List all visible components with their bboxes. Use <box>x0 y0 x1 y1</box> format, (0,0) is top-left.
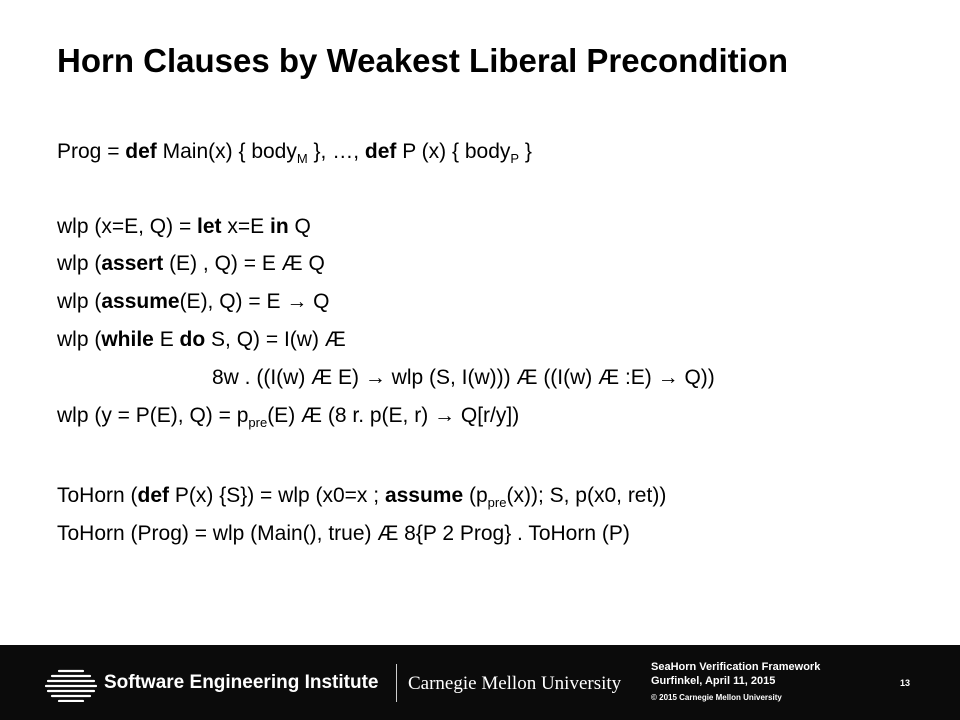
arrow-icon: → <box>364 366 386 389</box>
slide-title: Horn Clauses by Weakest Liberal Precondition <box>57 42 789 79</box>
wlp-while-continuation-line: 8w . ((I(w) Æ E) → wlp (S, I(w))) Æ ((I(w) Æ :E) → Q)) <box>212 366 715 389</box>
footer-copyright: © 2015 Carnegie Mellon University <box>651 693 782 702</box>
arrow-icon: → <box>286 290 308 313</box>
wlp-call-line: wlp (y = P(E), $Q) = p_{pre}(E)$ Æ (8 r. p(E, r) → Q[r/y]) <box>57 404 520 431</box>
footer-talk-title: SeaHorn Verification Framework <box>651 661 821 673</box>
cmu-wordmark: Carnegie Mellon University <box>408 673 622 694</box>
footer-divider <box>396 664 397 702</box>
wlp-assert-line: wlp (assert (E) , Q) = E Æ Q <box>57 252 325 275</box>
footer-author-date: Gurfinkel, April 11, 2015 <box>651 675 776 687</box>
sei-globe-logo-icon <box>45 668 97 702</box>
prog-definition-line: Prog = def Main(x) { body$_M$ }, …, def P (x) { body$_P$ } <box>57 140 532 167</box>
arrow-icon: → <box>657 366 679 389</box>
wlp-assign-line: wlp (x=E, Q) = let x=E in Q <box>57 215 311 238</box>
wlp-while-line: wlp (while E do S, Q) = I(w) Æ <box>57 328 346 351</box>
tohorn-prog-line: ToHorn (Prog) = wlp (Main(), true) Æ 8{P 2 Prog} . ToHorn (P) <box>57 522 630 545</box>
page-number: 13 <box>900 678 911 688</box>
sei-wordmark: Software Engineering Institute <box>104 672 379 693</box>
tohorn-def-line: ToHorn (def P(x) {S}) = wlp (x0=x ; assume $(p_{pre}(x))$; S, p(x0, ret)) <box>57 484 667 511</box>
wlp-assume-line: wlp (assume(E), Q) = E → Q <box>57 290 330 313</box>
arrow-icon: → <box>434 404 456 427</box>
